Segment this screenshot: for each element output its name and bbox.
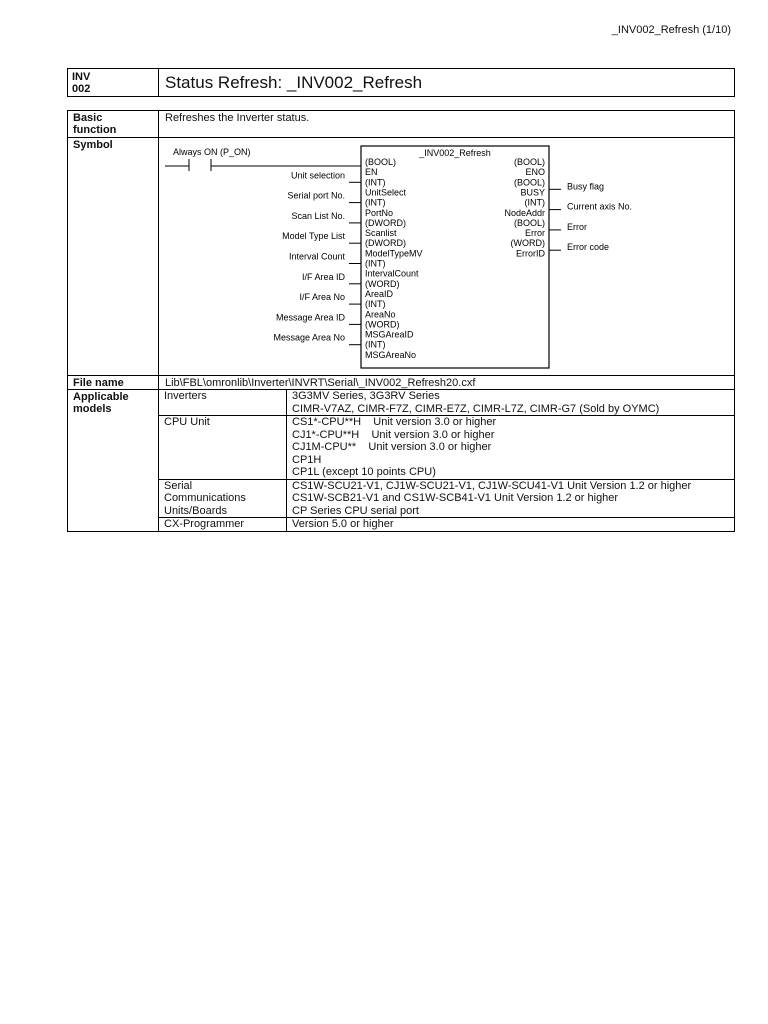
input-pin-name: AreaID: [365, 289, 394, 299]
input-pin-type: (INT): [365, 339, 386, 350]
model-value-line: CS1W-SCB21-V1 and CS1W-SCB41-V1 Unit Version 1.2 or higher: [292, 492, 619, 504]
output-pin-type: (BOOL): [513, 157, 545, 167]
input-pin-external-label: Message Area ID: [275, 312, 345, 323]
model-value-line: CS1*-CPU**H Unit version 3.0 or higher: [292, 416, 497, 428]
model-value-line: Version 5.0 or higher: [292, 518, 394, 530]
model-value-line: CJ1*-CPU**H Unit version 3.0 or higher: [292, 428, 495, 441]
input-pin-external-label: Model Type List: [282, 231, 345, 242]
function-code: [68, 69, 159, 96]
contact-label: Always ON (P_ON): [173, 147, 251, 157]
output-pin-name: Error: [525, 228, 545, 239]
model-values: [287, 416, 734, 479]
model-category: [159, 390, 287, 415]
output-pin-external-label: Error: [567, 221, 587, 232]
output-pin-external-label: Error code: [567, 242, 610, 253]
input-pin-external-label: Interval Count: [288, 251, 345, 262]
input-pin-name: IntervalCount: [365, 268, 419, 279]
input-pin-type: (INT): [365, 177, 386, 188]
function-block-diagram: [159, 138, 735, 375]
output-pin-type: (BOOL): [513, 217, 545, 228]
input-pin-name: MSGAreaNo: [365, 349, 417, 360]
basic-function-label-line2: function: [73, 124, 117, 136]
input-pin-external-label: Unit selection: [290, 170, 345, 181]
output-pin-name: ENO: [525, 167, 545, 178]
model-values: [287, 480, 734, 518]
applicable-models-label-line1: Applicable: [73, 391, 129, 403]
input-pin-type: (DWORD): [365, 238, 406, 249]
output-pin-external-label: Busy flag: [567, 181, 605, 192]
input-pin-external-label: I/F Area No: [299, 292, 345, 303]
input-pin-name: ModelTypeMV: [365, 248, 423, 259]
row-applicable-models: [68, 390, 734, 531]
output-pin-type: (BOOL): [513, 177, 545, 188]
model-value-line: CJ1M-CPU** Unit version 3.0 or higher: [292, 441, 492, 453]
function-code-line1: INV: [72, 71, 91, 83]
file-name-label: File name: [68, 376, 159, 389]
model-row: [159, 518, 734, 531]
model-category: [159, 518, 287, 531]
function-block-name: _INV002_Refresh: [419, 148, 491, 158]
input-pin-name: AreaNo: [365, 309, 396, 320]
model-value-line: CS1W-SCU21-V1, CJ1W-SCU21-V1, CJ1W-SCU41-V1 Unit Version 1.2 or higher: [292, 479, 692, 492]
model-category: [159, 416, 287, 479]
model-values: [287, 390, 734, 415]
input-pin-external-label: Message Area No: [273, 332, 345, 343]
model-category-line: Units/Boards: [164, 504, 227, 517]
applicable-models-label: [68, 390, 159, 531]
row-symbol: [68, 138, 734, 376]
input-pin-external-label: Scan List No.: [291, 210, 345, 221]
applicable-models-label-line2: models: [73, 403, 112, 415]
model-row: [159, 416, 734, 480]
model-value-line: CP1L (except 10 points CPU): [292, 466, 436, 478]
output-pin-external-label: Current axis No.: [567, 201, 633, 212]
input-pin-type: (BOOL): [365, 157, 397, 167]
input-pin-name: PortNo: [365, 207, 394, 218]
model-value-line: CIMR-V7AZ, CIMR-F7Z, CIMR-E7Z, CIMR-L7Z, CIMR-G7 (Sold by OYMC): [292, 402, 660, 415]
model-value-line: CP Series CPU serial port: [292, 504, 419, 517]
page-title: Status Refresh: _INV002_Refresh: [165, 73, 423, 92]
output-pin-type: (INT): [524, 197, 545, 208]
symbol-label: Symbol: [68, 138, 159, 375]
basic-function-label: [68, 111, 159, 137]
input-pin-name: EN: [365, 167, 378, 178]
input-pin-type: (INT): [365, 299, 386, 310]
model-category-line: Serial: [164, 479, 193, 492]
model-category-line: CX-Programmer: [164, 518, 245, 530]
title-block: [67, 68, 735, 97]
input-pin-type: (INT): [365, 258, 386, 269]
input-pin-external-label: Serial port No.: [287, 190, 345, 201]
file-name-value: Lib\FBL\omronlib\Inverter\INVRT\Serial\_INV002_Refresh20.cxf: [165, 377, 476, 389]
function-code-line2: 002: [72, 83, 91, 95]
output-pin-name: ErrorID: [516, 248, 545, 259]
applicable-models-table: [159, 390, 734, 531]
input-pin-type: (DWORD): [365, 217, 406, 228]
input-pin-name: MSGAreaID: [365, 329, 414, 340]
input-pin-type: (INT): [365, 197, 386, 208]
model-row: [159, 480, 734, 519]
model-value-line: 3G3MV Series, 3G3RV Series: [292, 390, 440, 402]
model-values: [287, 518, 734, 531]
model-category-line: Inverters: [164, 390, 207, 402]
output-pin-name: NodeAddr: [504, 207, 545, 218]
input-pin-type: (WORD): [365, 278, 400, 289]
model-row: [159, 390, 734, 416]
symbol-diagram-cell: [159, 138, 735, 375]
input-pin-type: (WORD): [365, 319, 400, 330]
model-category: [159, 480, 287, 518]
row-file-name: [68, 376, 734, 390]
model-category-line: Communications: [164, 492, 246, 504]
model-value-line: CP1H: [292, 453, 322, 466]
model-category-line: CPU Unit: [164, 416, 210, 428]
row-basic-function: [68, 111, 734, 138]
input-pin-name: UnitSelect: [365, 187, 407, 198]
basic-function-label-line1: Basic: [73, 112, 103, 124]
output-pin-name: BUSY: [520, 187, 545, 198]
basic-function-value: Refreshes the Inverter status.: [165, 112, 310, 124]
input-pin-name: Scanlist: [365, 228, 397, 239]
input-pin-external-label: I/F Area ID: [301, 271, 345, 282]
spec-table: [67, 110, 735, 532]
output-pin-type: (WORD): [510, 238, 545, 249]
page-header: _INV002_Refresh (1/10): [611, 24, 731, 36]
